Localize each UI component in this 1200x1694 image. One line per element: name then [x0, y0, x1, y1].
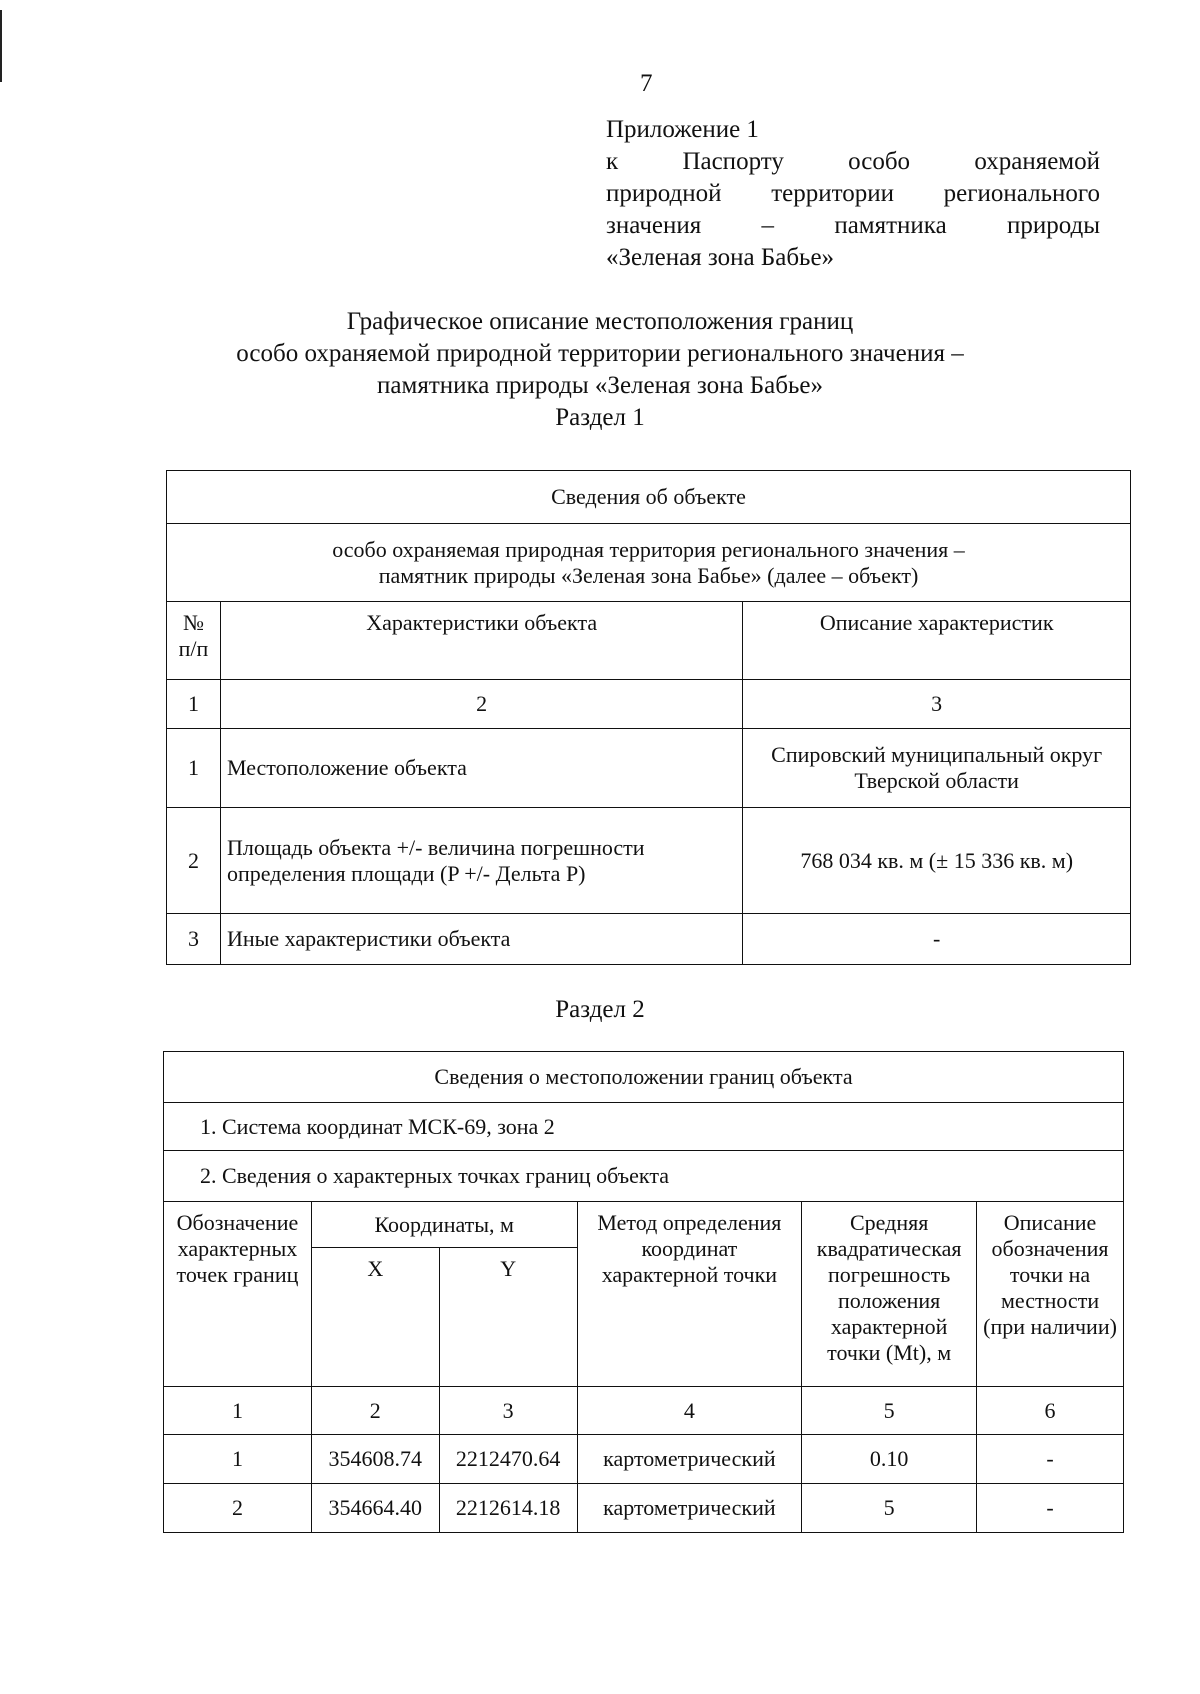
col-number-3: 3 — [743, 680, 1131, 729]
scan-edge-line — [0, 10, 2, 82]
appendix-line-2: к Паспорту особо охраняемой — [606, 148, 1100, 175]
col-number-1: 1 — [167, 680, 221, 729]
col-number-6: 6 — [977, 1387, 1124, 1435]
table-row — [164, 1484, 1124, 1533]
header-method: Метод определения координат характерной точки — [577, 1202, 802, 1387]
row-description: - — [743, 914, 1131, 965]
point-number: 2 — [164, 1484, 312, 1533]
col-number-2: 2 — [220, 680, 742, 729]
header-characteristic: Характеристики объекта — [220, 602, 742, 680]
appendix-line-3: природной территории регионального — [606, 180, 1100, 207]
heading-line-2: особо охраняемой природной территории регионального значения – — [236, 340, 964, 367]
appendix-block — [606, 114, 1100, 274]
section1-heading: Раздел 1 — [555, 404, 645, 431]
header-description: Описание характеристик — [743, 602, 1131, 680]
boundary-points-table — [163, 1051, 1124, 1533]
section1-subtitle — [167, 524, 1131, 602]
col-number-2: 2 — [311, 1387, 439, 1435]
object-info-table — [166, 470, 1131, 965]
col-number-4: 4 — [577, 1387, 802, 1435]
coordinate-system: 1. Система координат МСК-69, зона 2 — [164, 1103, 1124, 1151]
header-number: № п/п — [167, 602, 221, 680]
header-point-description: Описание обозначения точки на местности (при наличии) — [977, 1202, 1124, 1387]
heading-line-1: Графическое описание местоположения границ — [346, 308, 854, 335]
appendix-line-4: значения – памятника природы — [606, 212, 1100, 239]
row-number: 3 — [167, 914, 221, 965]
points-title: 2. Сведения о характерных точках границ объекта — [164, 1151, 1124, 1202]
point-x: 354608.74 — [311, 1435, 439, 1484]
subtitle-line-2: памятник природы «Зеленая зона Бабье» (далее – объект) — [378, 562, 919, 588]
table-row — [167, 914, 1131, 965]
table-row — [167, 729, 1131, 808]
section2-heading: Раздел 2 — [555, 996, 645, 1023]
table-row — [164, 1435, 1124, 1484]
page-number: 7 — [640, 70, 653, 97]
point-description: - — [977, 1484, 1124, 1533]
point-x: 354664.40 — [311, 1484, 439, 1533]
header-error: Средняя квадратическая погрешность положения характерной точки (Mt), м — [802, 1202, 977, 1387]
header-coordinates: Координаты, м — [311, 1202, 577, 1248]
point-method: картометрический — [577, 1435, 802, 1484]
point-method: картометрический — [577, 1484, 802, 1533]
document-heading — [150, 306, 1050, 434]
section2-title: Сведения о местоположении границ объекта — [164, 1052, 1124, 1103]
point-error: 0.10 — [802, 1435, 977, 1484]
appendix-line-1: Приложение 1 — [606, 116, 759, 143]
col-number-3: 3 — [439, 1387, 577, 1435]
col-number-5: 5 — [802, 1387, 977, 1435]
header-y: Y — [439, 1248, 577, 1387]
row-characteristic: Иные характеристики объекта — [220, 914, 742, 965]
point-y: 2212470.64 — [439, 1435, 577, 1484]
point-y: 2212614.18 — [439, 1484, 577, 1533]
row-description: 768 034 кв. м (± 15 336 кв. м) — [743, 808, 1131, 914]
point-number: 1 — [164, 1435, 312, 1484]
section1-title: Сведения об объекте — [167, 471, 1131, 524]
heading-line-3: памятника природы «Зеленая зона Бабье» — [377, 372, 823, 399]
row-number: 2 — [167, 808, 221, 914]
subtitle-line-1: особо охраняемая природная территория регионального значения – — [332, 536, 965, 562]
table-row — [167, 808, 1131, 914]
header-x: X — [311, 1248, 439, 1387]
header-designation: Обозначение характерных точек границ — [164, 1202, 312, 1387]
point-error: 5 — [802, 1484, 977, 1533]
point-description: - — [977, 1435, 1124, 1484]
col-number-1: 1 — [164, 1387, 312, 1435]
row-description: Спировский муниципальный округ Тверской области — [743, 729, 1131, 808]
row-characteristic: Местоположение объекта — [220, 729, 742, 808]
appendix-line-5: «Зеленая зона Бабье» — [606, 244, 835, 271]
row-characteristic: Площадь объекта +/- величина погрешности определения площади (P +/- Дельта P) — [220, 808, 742, 914]
row-number: 1 — [167, 729, 221, 808]
